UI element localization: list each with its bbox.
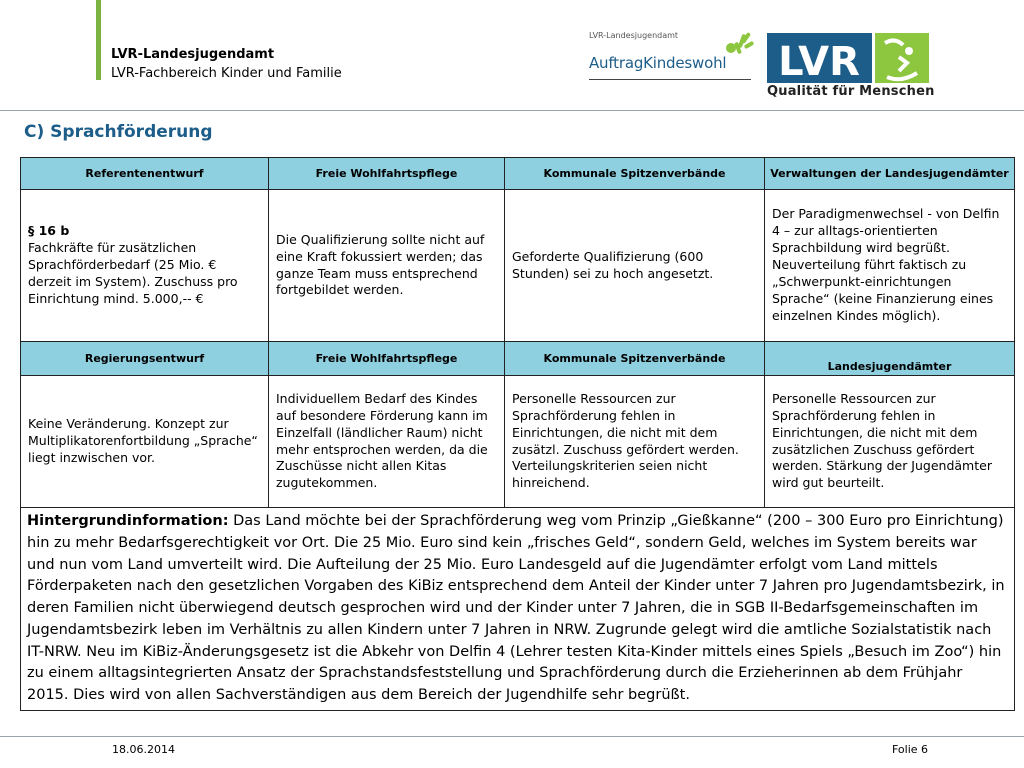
table2-header-2: Freie Wohlfahrtspflege [269,342,505,376]
table2-cell-2: Individuellem Bedarf des Kindes auf besondere Förderung kann im Einzelfall (ländlicher Raum) nicht mehr entsprochen werden, da die Zuschüsse nicht allen Kitas zugutekommen. [269,376,505,508]
table1-cell-1-text: Fachkräfte für zusätzlichen Sprachförderbedarf (25 Mio. € derzeit im System). Zuschuss pro Einrichtung mind. 5.000,-- € [28,240,238,306]
table1-cell-4: Der Paradigmenwechsel - von Delfin 4 – zur alltags-orientierten Sprachbildung wird begrüßt. Neuverteilung führt faktisch zu „Schwerpunkt-einrichtungen Sprache“ (keine Finanzierung eines einzelnen Kindes möglich). [765,190,1015,342]
background-info [21,508,1015,711]
logo1-small-text: LVR-Landesjugendamt [589,31,679,40]
lvr-logo [767,33,929,83]
table1-cell-1 [21,190,269,342]
background-text: Das Land möchte bei der Sprachförderung weg vom Prinzip „Gießkanne“ (200 – 300 Euro pro Einrichtung) hin zu mehr Bedarfsgerechtigkeit vor Ort. Die 25 Mio. Euro sind kein „frisches Geld“, sondern Geld, welches im System bereits war und nun vom Land umverteilt wird. Die Aufteilung der 25 Mio. Euro Landesgeld auf die Jugendämter erfolgt vom Land mittels Förderpaketen nach den gesetzlichen Vorgaben des KiBiz entsprechend dem Anteil der Kinder unter 7 Jahren pro Jugendamtsbezirk, in deren Familien nicht überwiegend deutsch gesprochen wird und der Kinder unter 7 Jahren, die in SGB II-Bedarfsgemeinschaften im Jugendamtsbezirk leben im Verhältnis zu allen Kindern unter 7 Jahren in NRW. Zugrunde gelegt wird die amtliche Sozialstatistik nach IT-NRW. Neu im KiBiz-Änderungsgesetz ist die Abkehr von Delfin 4 (Lehrer testen Kita-Kinder mittels eines Spiels „Besuch im Zoo“) hin zu einem alltagsintegrierten Ansatz der Sprachstandsfeststellung und Sprachförderung durch die Erzieherinnen ab dem Frühjahr 2015. Dies wird von allen Sachverständigen aus dem Bereich der Jugendhilfe sehr begrüßt. [27,513,1005,703]
section-title: C) Sprachförderung [24,122,213,142]
background-label: Hintergrundinformation: [27,513,229,529]
table1-header-2: Freie Wohlfahrtspflege [269,158,505,190]
table1-header-row [21,158,1015,190]
lvr-tagline: Qualität für Menschen [767,84,935,99]
footer-date: 18.06.2014 [112,743,175,756]
lvr-logo-text: LVR [778,39,860,83]
table1-header-3: Kommunale Spitzenverbände [505,158,765,190]
table2-cell-4: Personelle Ressourcen zur Sprachförderung fehlen in Einrichtungen, die nicht mit dem zusätzlichen Zuschuss gefördert werden. Stärkung der Jugendämter wird gut beurteilt. [765,376,1015,508]
table2-cell-3: Personelle Ressourcen zur Sprachförderung fehlen in Einrichtungen, die nicht mit dem zusätzl. Zuschuss gefördert werden. Verteilungskriterien seien nicht hinreichend. [505,376,765,508]
comparison-table [20,157,1015,711]
table2-header-3: Kommunale Spitzenverbände [505,342,765,376]
table1-header-4: Verwaltungen der Landesjugendämter [765,158,1015,190]
logo1-main-text: AuftragKindeswohl [589,54,727,72]
footer-slide-number: Folie 6 [892,743,929,756]
table1-header-1: Referentenentwurf [21,158,269,190]
table2-cell-1: Keine Veränderung. Konzept zur Multiplikatorenfortbildung „Sprache“ liegt inzwischen vor. [21,376,269,508]
table1-cell-3: Geforderte Qualifizierung (600 Stunden) sei zu hoch angesetzt. [505,190,765,342]
org-name: LVR-Landesjugendamt [111,47,275,62]
table1-row [21,190,1015,342]
footer-divider [0,736,1024,737]
background-row [21,508,1015,711]
paragraph-ref: § 16 b [28,223,70,239]
table2-header-row [21,342,1015,376]
table2-header-4: Landesjugendämter [765,342,1015,376]
hand-icon [722,28,756,62]
accent-bar [96,0,101,80]
org-subtitle: LVR-Fachbereich Kinder und Familie [111,66,342,81]
table1-cell-2: Die Qualifizierung sollte nicht auf eine Kraft fokussiert werden; das ganze Team muss entsprechend fortgebildet werden. [269,190,505,342]
header-divider [0,110,1024,111]
logo1-underline [589,79,751,80]
table2-row [21,376,1015,508]
table2-header-1: Regierungsentwurf [21,342,269,376]
